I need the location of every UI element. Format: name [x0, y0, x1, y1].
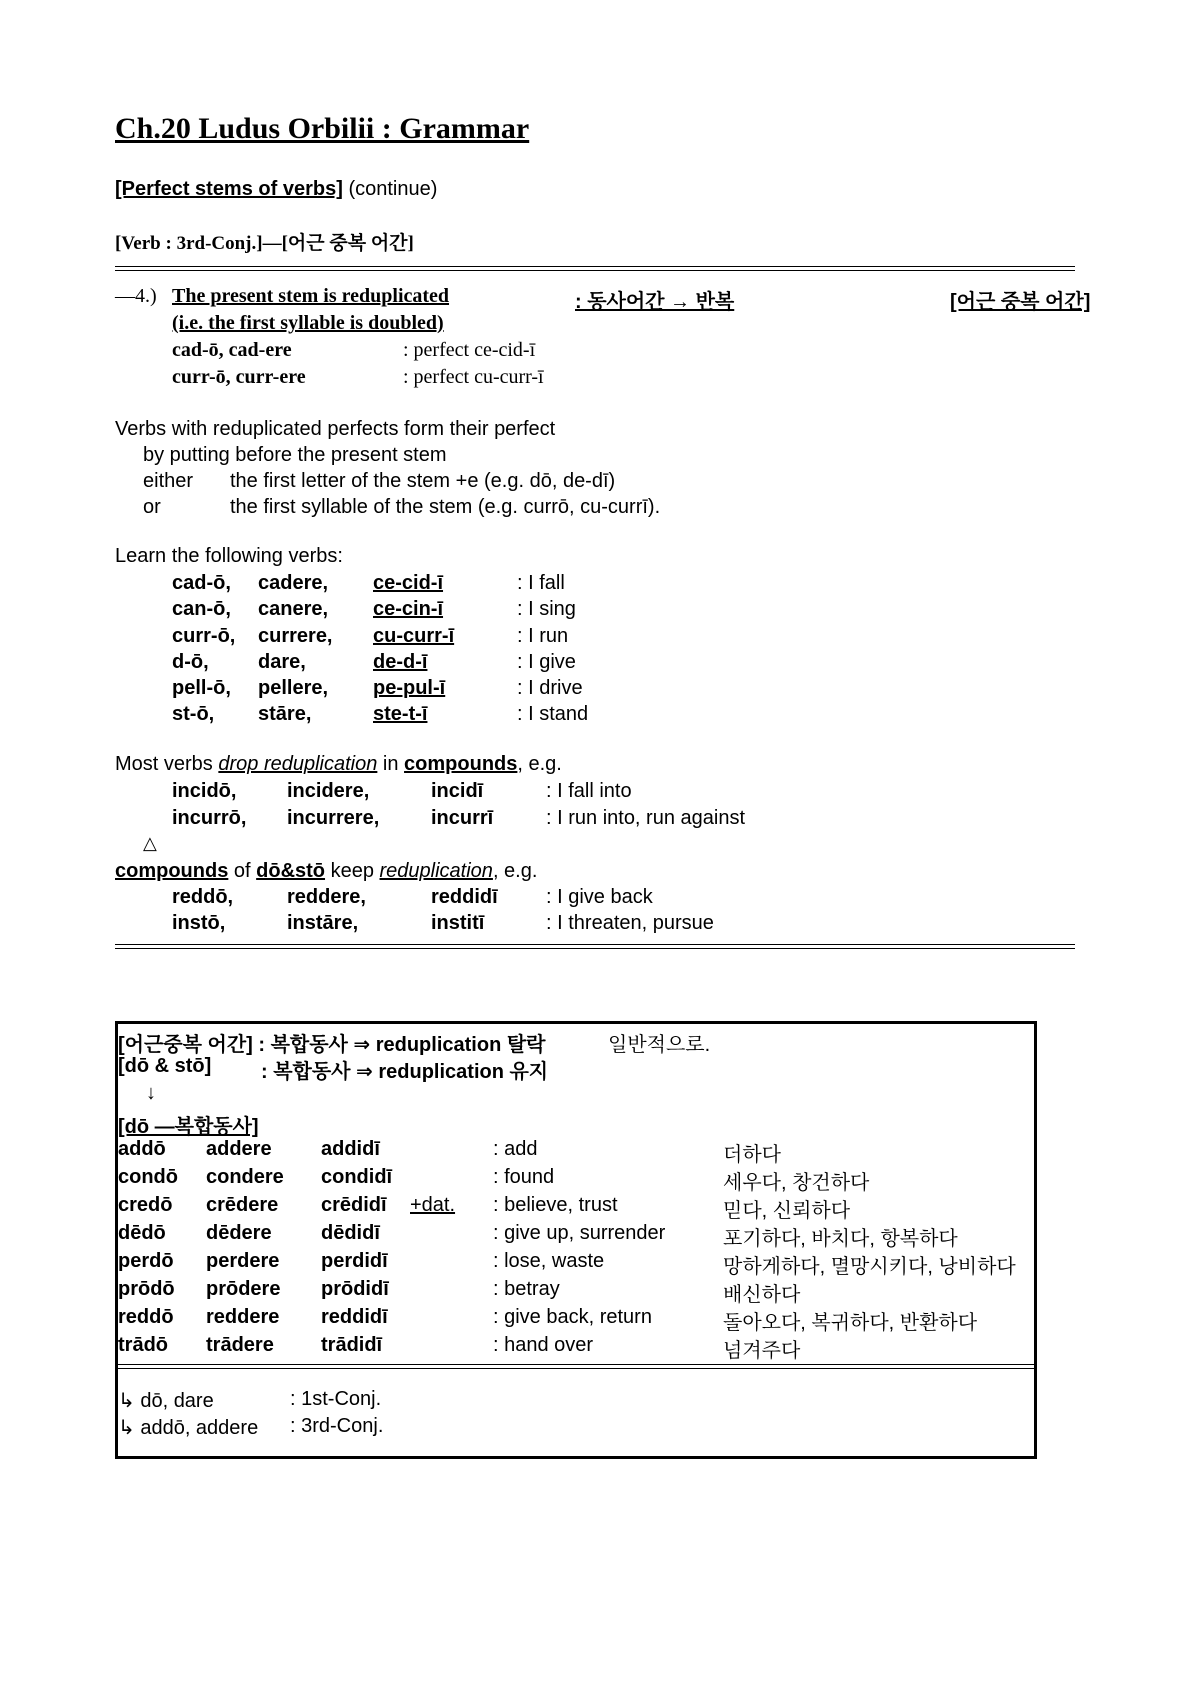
verb-meaning: : I drive	[517, 677, 583, 699]
compound-perfect: reddidī	[431, 886, 498, 908]
box-verb-perfect: addidī	[321, 1138, 380, 1160]
box-verb-meaning: : give up, surrender	[493, 1222, 666, 1244]
page-title: Ch.20 Ludus Orbilii : Grammar	[115, 112, 530, 145]
note-verb: addō, addere	[140, 1417, 259, 1439]
verb-meaning: : I sing	[517, 598, 576, 620]
box-verb-korean: 배신하다	[723, 1284, 801, 1306]
box-verb-present: perdō	[118, 1250, 174, 1272]
emphasis: dō&stō	[256, 860, 326, 882]
compounds-intro	[115, 753, 562, 776]
box-verb-perfect: condidī	[321, 1166, 393, 1188]
rule-4-example-perfect: : perfect cu-curr-ī	[403, 366, 544, 388]
box-verb-perfect: reddidī	[321, 1306, 388, 1328]
rule-4-tag: [어근 중복 어간]	[950, 291, 1091, 313]
compound-perfect: institī	[431, 912, 485, 934]
box-verb-korean: 포기하다, 바치다, 항복하다	[723, 1228, 958, 1250]
return-arrow-icon: ↳	[118, 1417, 135, 1439]
text-run: , e.g.	[517, 753, 562, 775]
divider	[115, 266, 1075, 271]
verb-infinitive: dare,	[258, 651, 306, 673]
verb-perfect: cu-curr-ī	[373, 625, 455, 647]
box-verb-present: reddō	[118, 1306, 174, 1328]
box-verb-infinitive: trādere	[206, 1334, 274, 1356]
verb-infinitive: canere,	[258, 598, 329, 620]
verb-infinitive: stāre,	[258, 703, 312, 725]
box-verb-infinitive: condere	[206, 1166, 284, 1188]
box-verb-perfect: trādidī	[321, 1334, 383, 1356]
text-run: , e.g.	[492, 860, 538, 882]
box-verb-present: credō	[118, 1194, 173, 1216]
verb-perfect: de-d-ī	[373, 651, 428, 673]
rule-4-korean: : 동사어간 → 반복	[575, 291, 735, 313]
emphasis: compounds	[404, 753, 518, 775]
summary-box	[115, 1021, 1037, 1459]
box-verb-infinitive: reddere	[206, 1306, 280, 1328]
rule-4-example-perfect: : perfect ce-cid-ī	[403, 339, 536, 361]
compound-meaning: : I fall into	[546, 780, 632, 802]
verb-present: cad-ō,	[172, 572, 231, 594]
compound-meaning: : I give back	[546, 886, 653, 908]
verb-infinitive: cadere,	[258, 572, 329, 594]
compound-present: instō,	[172, 912, 226, 934]
box-verb-korean: 믿다, 신뢰하다	[723, 1200, 851, 1222]
box-verb-infinitive: prōdere	[206, 1278, 281, 1300]
section-heading	[115, 178, 437, 201]
text-run: of	[228, 860, 257, 882]
verb-present: can-ō,	[172, 598, 231, 620]
verb-perfect: ste-t-ī	[373, 703, 428, 725]
box-line-note: 일반적으로.	[608, 1034, 711, 1056]
compound-present: reddō,	[172, 886, 234, 908]
compounds-keep	[115, 860, 537, 883]
box-verb-meaning: : betray	[493, 1278, 560, 1300]
box-verb-meaning: : give back, return	[493, 1306, 652, 1328]
explanation-line: by putting before the present stem	[143, 444, 447, 466]
box-group-label: [dō —복합동사]	[118, 1116, 259, 1138]
down-arrow-icon: ↓	[146, 1082, 156, 1104]
section-title: [Perfect stems of verbs]	[115, 178, 343, 200]
compound-present: incurrō,	[172, 807, 247, 829]
verb-meaning: : I give	[517, 651, 576, 673]
compound-present: incidō,	[172, 780, 237, 802]
box-verb-present: addō	[118, 1138, 166, 1160]
box-verb-infinitive: perdere	[206, 1250, 280, 1272]
subsection-heading: [Verb : 3rd-Conj.]—[어근 중복 어간]	[115, 233, 414, 254]
verb-present: st-ō,	[172, 703, 215, 725]
box-line: [어근중복 어간] : 복합동사 ⇒ reduplication 탈락	[118, 1034, 546, 1056]
note-verb: dō, dare	[140, 1390, 214, 1412]
box-verb-extra: +dat.	[410, 1194, 456, 1216]
text-run: Most verbs	[115, 753, 219, 775]
verb-infinitive: currere,	[258, 625, 333, 647]
note-conj: : 1st-Conj.	[290, 1388, 382, 1410]
box-line: [dō & stō]	[118, 1055, 212, 1077]
box-note	[118, 1415, 258, 1440]
box-verb-infinitive: dēdere	[206, 1222, 272, 1244]
emphasis: reduplication	[379, 860, 493, 882]
emphasis: compounds	[115, 860, 229, 882]
box-divider	[118, 1364, 1034, 1369]
or-label: or	[143, 496, 161, 518]
box-verb-infinitive: crēdere	[206, 1194, 279, 1216]
compound-infinitive: reddere,	[287, 886, 366, 908]
verb-present: d-ō,	[172, 651, 209, 673]
box-verb-perfect: prōdidī	[321, 1278, 389, 1300]
verb-present: curr-ō,	[172, 625, 236, 647]
rule-4-example-verb: cad-ō, cad-ere	[172, 339, 292, 361]
rule-4-explanation: (i.e. the first syllable is doubled)	[172, 312, 444, 334]
section-note: (continue)	[348, 178, 438, 200]
verb-meaning: : I stand	[517, 703, 589, 725]
box-verb-korean: 망하게하다, 멸망시키다, 낭비하다	[723, 1256, 1016, 1278]
text-run: in	[377, 753, 405, 775]
learn-heading: Learn the following verbs:	[115, 545, 343, 567]
verb-meaning: : I run	[517, 625, 569, 647]
compound-infinitive: incidere,	[287, 780, 370, 802]
box-verb-perfect: crēdidī	[321, 1194, 387, 1216]
rule-4-number: —4.)	[115, 285, 157, 307]
box-verb-korean: 더하다	[723, 1144, 781, 1166]
note-conj: : 3rd-Conj.	[290, 1415, 384, 1437]
compound-meaning: : I run into, run against	[546, 807, 746, 829]
compound-infinitive: instāre,	[287, 912, 359, 934]
emphasis: drop reduplication	[218, 753, 378, 775]
compound-meaning: : I threaten, pursue	[546, 912, 714, 934]
box-line-rest: : 복합동사 ⇒ reduplication 유지	[261, 1061, 549, 1083]
box-verb-korean: 돌아오다, 복귀하다, 반환하다	[723, 1312, 978, 1334]
verb-perfect: ce-cin-ī	[373, 598, 444, 620]
verb-present: pell-ō,	[172, 677, 231, 699]
box-verb-perfect: dēdidī	[321, 1222, 380, 1244]
either-label: either	[143, 470, 194, 492]
triangle-mark: △	[143, 833, 157, 853]
text-run: keep	[325, 860, 380, 882]
verb-perfect: pe-pul-ī	[373, 677, 446, 699]
compound-infinitive: incurrere,	[287, 807, 380, 829]
box-verb-meaning: : hand over	[493, 1334, 594, 1356]
verb-infinitive: pellere,	[258, 677, 329, 699]
compound-perfect: incidī	[431, 780, 484, 802]
explanation-line: Verbs with reduplicated perfects form their perfect	[115, 418, 556, 440]
box-verb-korean: 세우다, 창건하다	[723, 1172, 870, 1194]
or-text: the first syllable of the stem (e.g. currō, cu-currī).	[230, 496, 661, 518]
box-verb-meaning: : lose, waste	[493, 1250, 605, 1272]
verb-meaning: : I fall	[517, 572, 565, 594]
return-arrow-icon: ↳	[118, 1390, 135, 1412]
box-verb-present: dēdō	[118, 1222, 166, 1244]
verb-perfect: ce-cid-ī	[373, 572, 444, 594]
box-note	[118, 1388, 214, 1413]
box-verb-meaning: : believe, trust	[493, 1194, 618, 1216]
box-verb-meaning: : found	[493, 1166, 555, 1188]
rule-4-text: The present stem is reduplicated	[172, 285, 450, 307]
divider	[115, 944, 1075, 949]
either-text: the first letter of the stem +e (e.g. dō, de-dī)	[230, 470, 616, 492]
box-verb-perfect: perdidī	[321, 1250, 388, 1272]
rule-4-example-verb: curr-ō, curr-ere	[172, 366, 306, 388]
box-verb-meaning: : add	[493, 1138, 538, 1160]
box-verb-korean: 넘겨주다	[723, 1340, 801, 1362]
compound-perfect: incurrī	[431, 807, 494, 829]
box-verb-present: trādō	[118, 1334, 168, 1356]
box-verb-present: condō	[118, 1166, 178, 1188]
box-verb-present: prōdō	[118, 1278, 175, 1300]
box-verb-infinitive: addere	[206, 1138, 272, 1160]
